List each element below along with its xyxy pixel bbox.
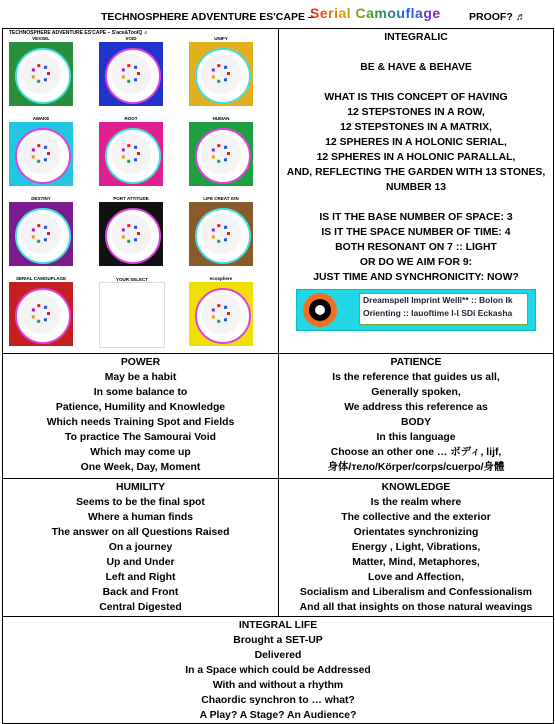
humility-text-line: Back and Front: [102, 587, 179, 598]
spheres-collage-image: [5, 30, 277, 353]
sphere-tile: [99, 196, 163, 266]
sphere-caption: VESSEL: [32, 36, 50, 41]
sphere-tile: [9, 116, 73, 186]
patience-text-line: We address this reference as: [344, 402, 488, 413]
glyph-cluster-icon: [209, 142, 233, 166]
glyph-cluster-icon: [29, 302, 53, 326]
power-text-line: One Week, Day, Moment: [80, 462, 201, 473]
humility-text-line: Where a human finds: [87, 512, 194, 523]
sphere-caption: UNIFY: [214, 36, 228, 41]
integral-life-text-line: Brought a SET-UP: [233, 635, 323, 646]
content-table: [2, 28, 554, 724]
sphere-caption: LIFE CREAT ION: [203, 196, 239, 201]
dreamspell-line-1: Dreamspell Imprint Welli** :: Bolon Ik: [363, 295, 513, 305]
humility-text-line: On a journey: [108, 542, 173, 553]
humility-text-line: Seems to be the final spot: [76, 497, 205, 508]
humility-text-line: The answer on all Questions Raised: [51, 527, 230, 538]
patience-text-line: Generally spoken,: [371, 387, 461, 398]
integralic-line: 12 STEPSTONES IN A ROW,: [347, 107, 485, 118]
integralic-line: IS IT THE BASE NUMBER OF SPACE: 3: [319, 212, 513, 223]
glyph-cluster-icon: [29, 62, 53, 86]
power-text-line: In some balance to: [93, 387, 188, 398]
sphere-tile: [99, 116, 163, 186]
patience-text-line: BODY: [400, 417, 432, 428]
power-heading: POWER: [120, 357, 161, 368]
collage-title: TECHNOSPHERE ADVENTURE ES'CAPE – S'ace&TooIQ ♬: [9, 30, 149, 36]
logo-graphic: [308, 3, 448, 25]
sphere-tile: [189, 116, 253, 186]
page-header: [0, 0, 555, 28]
integralic-line: BE & HAVE & BEHAVE: [360, 62, 472, 73]
integralic-line: JUST TIME AND SYNCHRONICITY: NOW?: [313, 272, 519, 283]
sphere-caption: ecosphere: [209, 276, 233, 281]
humility-text-line: Up and Under: [106, 557, 175, 568]
humility-text-line: Central Digested: [99, 602, 182, 613]
humility-text-line: Left and Right: [105, 572, 176, 583]
patience-text: [279, 370, 553, 475]
integral-life-heading: INTEGRAL LIFE: [238, 620, 318, 631]
integralic-text: [279, 60, 553, 285]
sphere-caption: ROOT: [124, 116, 138, 121]
patience-text-line: In this language: [376, 432, 456, 443]
dreamspell-badge: [296, 289, 536, 331]
sphere-tile: [9, 276, 73, 346]
sphere-tile: [189, 36, 253, 106]
sphere-tile: [9, 36, 73, 106]
power-text-line: To practice The Samourai Void: [65, 432, 216, 443]
patience-text-line: 身体/тело/Körper/corps/cuerpo/身體: [327, 462, 505, 473]
sphere-tile: [9, 196, 73, 266]
knowledge-text-line: Love and Affection,: [367, 572, 465, 583]
integralic-line: [279, 75, 553, 90]
sphere-tile: [189, 276, 253, 346]
power-text: [3, 370, 278, 475]
dreamspell-label: [359, 293, 528, 325]
integral-life-text-line: With and without a rhythm: [212, 680, 344, 691]
glyph-cluster-icon: [119, 62, 143, 86]
knowledge-text: [279, 495, 553, 615]
integral-life-text-line: Delivered: [254, 650, 302, 661]
patience-text-line: Choose an other one … ボディ, lijf,: [330, 447, 502, 458]
knowledge-heading: KNOWLEDGE: [381, 482, 451, 493]
sphere-caption: YOUR SELECT: [115, 277, 148, 282]
power-cell: [3, 354, 279, 479]
integral-life-text: [3, 633, 553, 723]
integral-life-text-line: In a Space which could be Addressed: [185, 665, 371, 676]
logo-text: Serial Camouflage: [310, 5, 441, 21]
sphere-caption: VOID: [125, 36, 137, 41]
glyph-cluster-icon: [119, 222, 143, 246]
knowledge-text-line: The collective and the exterior: [341, 512, 491, 523]
sphere-tile: [99, 277, 165, 348]
humility-cell: [3, 479, 279, 617]
patience-text-line: Is the reference that guides us all,: [332, 372, 500, 383]
sphere-caption: DESTINY: [31, 196, 51, 201]
knowledge-cell: [279, 479, 554, 617]
integral-life-text-line: A Play? A Stage? An Audience?: [199, 710, 357, 721]
knowledge-text-line: Energy , Light, Vibrations,: [351, 542, 481, 553]
integral-life-cell: [3, 617, 554, 724]
serial-camouflage-logo: [308, 3, 448, 29]
knowledge-text-line: And all that insights on those natural weavings: [299, 602, 533, 613]
header-title: TECHNOSPHERE ADVENTURE ES'CAPE –: [101, 11, 314, 23]
knowledge-text-line: Orientates synchronizing: [353, 527, 479, 538]
glyph-cluster-icon: [209, 222, 233, 246]
power-text-line: Patience, Humility and Knowledge: [55, 402, 226, 413]
knowledge-text-line: Is the realm where: [370, 497, 462, 508]
sphere-tile: [99, 36, 163, 106]
humility-text: [3, 495, 278, 615]
power-text-line: Which may come up: [90, 447, 191, 458]
integralic-line: 12 STEPSTONES IN A MATRIX,: [340, 122, 492, 133]
glyph-cluster-icon: [29, 222, 53, 246]
integralic-line: 12 SPHERES IN A HOLONIC SERIAL,: [325, 137, 507, 148]
power-text-line: Which needs Training Spot and Fields: [46, 417, 235, 428]
integralic-line: OR DO WE AIM FOR 9:: [359, 257, 473, 268]
integralic-line: AND, REFLECTING THE GARDEN WITH 13 STONES,: [286, 167, 546, 178]
glyph-cluster-icon: [209, 302, 233, 326]
integralic-heading: INTEGRALIC: [384, 32, 448, 43]
integralic-line: WHAT IS THIS CONCEPT OF HAVING: [324, 92, 508, 103]
seal-icon-center: [315, 305, 325, 315]
integralic-line: NUMBER 13: [385, 182, 447, 193]
dreamspell-line-2: Orienting :: Iauoftime I-I SDi Eckasha: [363, 308, 513, 318]
integralic-line: BOTH RESONANT ON 7 :: LIGHT: [335, 242, 497, 253]
sphere-caption: PORT ATTITUDE: [113, 196, 149, 201]
glyph-cluster-icon: [29, 142, 53, 166]
integral-life-text-line: Chaordic synchron to … what?: [201, 695, 355, 706]
integralic-line: 12 SPHERES IN A HOLONIC PARALLAL,: [316, 152, 516, 163]
integralic-line: IS IT THE SPACE NUMBER OF TIME: 4: [321, 227, 511, 238]
patience-heading: PATIENCE: [390, 357, 442, 368]
knowledge-text-line: Matter, Mind, Metaphores,: [352, 557, 480, 568]
collage-cell: [3, 29, 279, 354]
glyph-cluster-icon: [209, 62, 233, 86]
glyph-cluster-icon: [119, 142, 143, 166]
integralic-line: [279, 195, 553, 210]
power-text-line: May be a habit: [104, 372, 177, 383]
sphere-caption: SERIAL CAMOUFLAGE: [16, 276, 66, 281]
integralic-cell: [279, 29, 554, 354]
sphere-caption: HUMAN: [212, 116, 230, 121]
sphere-tile: [189, 196, 253, 266]
sphere-caption: AWAKE: [32, 116, 50, 121]
header-proof: PROOF? ♬: [469, 11, 527, 23]
knowledge-text-line: Socialism and Liberalism and Confessionalism: [299, 587, 533, 598]
humility-heading: HUMILITY: [115, 482, 166, 493]
patience-cell: [279, 354, 554, 479]
